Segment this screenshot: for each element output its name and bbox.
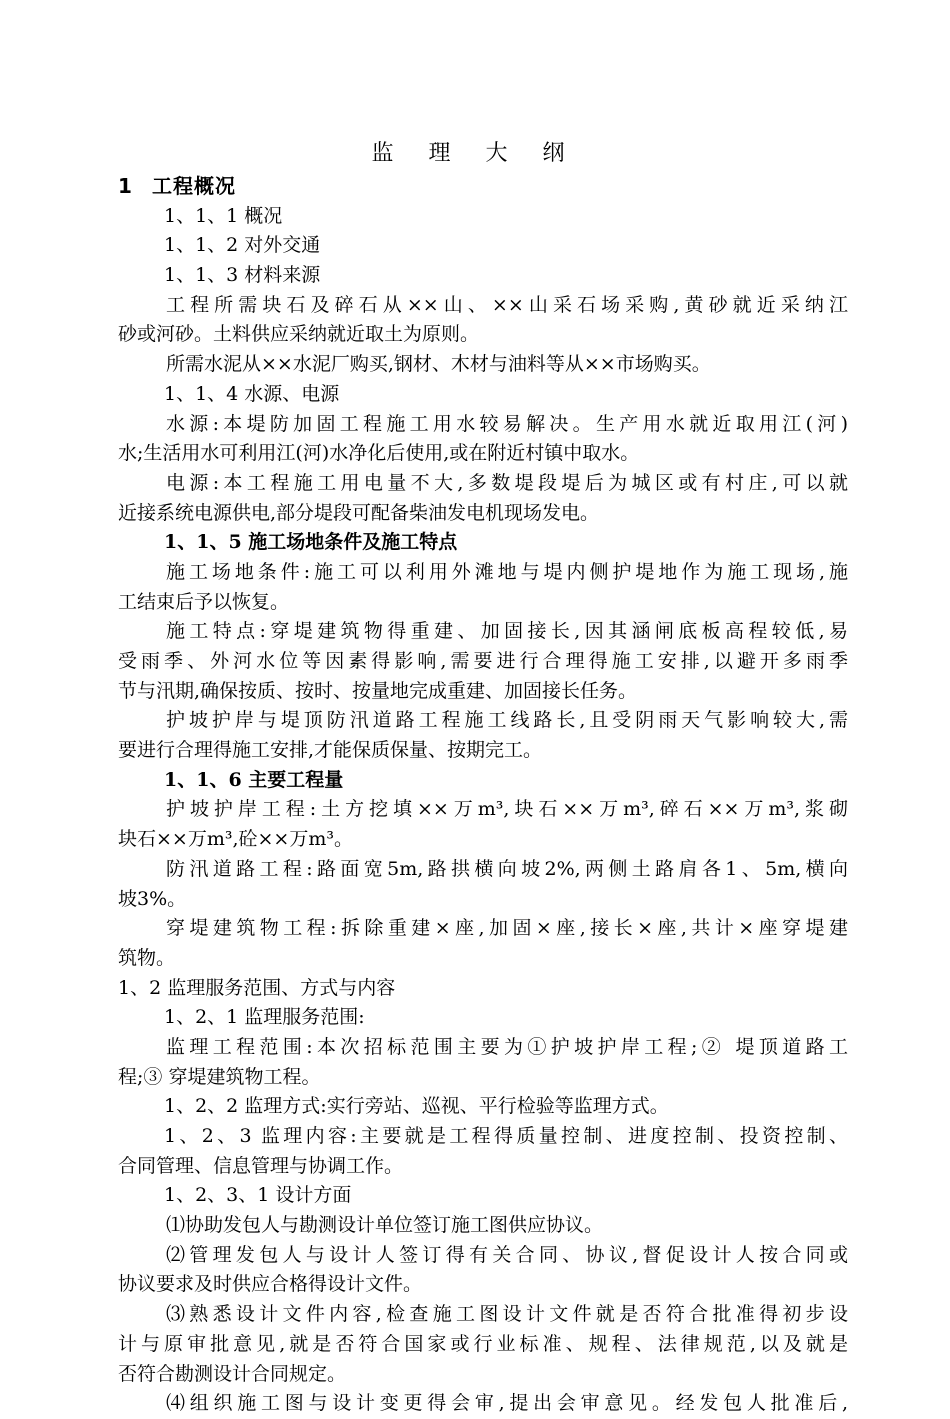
paragraph-line: 所需水泥从××水泥厂购买,钢材、木材与油料等从××市场购买。 <box>166 353 711 376</box>
paragraph-line: 受雨季、外河水位等因素得影响,需要进行合理得施工安排,以避开多雨季 <box>118 650 848 672</box>
section-label: 工程概况 <box>152 174 236 198</box>
paragraph-line: 护坡护岸工程:土方挖填××万m³,块石××万m³,碎石××万m³,浆砌 <box>166 798 848 821</box>
paragraph-line: 监理工程范围:本次招标范围主要为①护坡护岸工程;② 堤顶道路工 <box>166 1035 848 1058</box>
paragraph-line: 近接系统电源供电,部分堤段可配备柴油发电机现场发电。 <box>118 501 600 524</box>
list-item: ⑷组织施工图与设计变更得会审,提出会审意见。经发包人批准后, <box>166 1392 848 1415</box>
paragraph-line: 施工场地条件:施工可以利用外滩地与堤内侧护堤地作为施工现场,施 <box>166 560 848 583</box>
paragraph-line: 计与原审批意见,就是否符合国家或行业标准、规程、法律规范,以及就是 <box>118 1332 848 1355</box>
paragraph-line: 水源:本堤防加固工程施工用水较易解决。生产用水就近取用江(河) <box>166 412 848 435</box>
paragraph-line: 工结束后予以恢复。 <box>118 590 290 613</box>
section-heading <box>118 172 848 202</box>
subsection-heading: 1、1、2 对外交通 <box>164 234 321 257</box>
section-heading: 1、2 监理服务范围、方式与内容 <box>118 976 396 999</box>
subsection-heading: 1、1、6 主要工程量 <box>164 768 344 791</box>
paragraph-line: 穿堤建筑物工程:拆除重建×座,加固×座,接长×座,共计×座穿堤建 <box>166 917 848 940</box>
list-item: ⑵管理发包人与设计人签订得有关合同、协议,督促设计人按合同或 <box>166 1243 848 1266</box>
paragraph-line: 水;生活用水可利用江(河)水净化后使用,或在附近村镇中取水。 <box>118 442 640 465</box>
paragraph-line: 防汛道路工程:路面宽5m,路拱横向坡2%,两侧土路肩各1、5m,横向 <box>166 857 848 880</box>
document-title: 监 理 大 纲 <box>371 141 579 166</box>
subsection-heading: 1、1、3 材料来源 <box>164 264 321 287</box>
paragraph-line: 要进行合理得施工安排,才能保质保量、按期完工。 <box>118 739 543 762</box>
subsection-heading: 1、1、4 水源、电源 <box>164 382 340 405</box>
paragraph-line: 施工特点:穿堤建筑物得重建、加固接长,因其涵闸底板高程较低,易 <box>166 620 848 643</box>
list-item: ⑴协助发包人与勘测设计单位签订施工图供应协议。 <box>166 1214 604 1237</box>
paragraph-line: 砂或河砂。土料供应采纳就近取土为原则。 <box>118 323 480 346</box>
paragraph-line: 程;③ 穿堤建筑物工程。 <box>118 1065 321 1088</box>
subsection-heading: 1、2、1 监理服务范围: <box>164 1006 365 1029</box>
subsection-heading: 1、1、5 施工场地条件及施工特点 <box>164 531 458 554</box>
section-number: 1 <box>118 174 133 198</box>
paragraph-line: 坡3%。 <box>118 887 187 910</box>
paragraph-line: 工程所需块石及碎石从××山、××山采石场采购,黄砂就近采纳江 <box>166 293 848 316</box>
subsection-heading: 1、2、3、1 设计方面 <box>164 1184 352 1207</box>
paragraph-line: 电源:本工程施工用电量不大,多数堤段堤后为城区或有村庄,可以就 <box>166 471 848 494</box>
paragraph-line: 筑物。 <box>118 946 176 969</box>
paragraph-line: 协议要求及时供应合格得设计文件。 <box>118 1273 423 1296</box>
paragraph-line: 合同管理、信息管理与协调工作。 <box>118 1154 404 1177</box>
list-item: ⑶熟悉设计文件内容,检查施工图设计文件就是否符合批准得初步设 <box>166 1303 848 1326</box>
document-body <box>118 172 848 1419</box>
subsection-heading: 1、1、1 概况 <box>164 204 283 227</box>
paragraph-line: 护坡护岸与堤顶防汛道路工程施工线路长,且受阴雨天气影响较大,需 <box>166 709 848 732</box>
paragraph-line: 节与汛期,确保按质、按时、按量地完成重建、加固接长任务。 <box>118 679 638 702</box>
subsection-heading: 1、2、3 监理内容:主要就是工程得质量控制、进度控制、投资控制、 <box>164 1125 848 1147</box>
subsection-heading: 1、2、2 监理方式:实行旁站、巡视、平行检验等监理方式。 <box>164 1095 669 1118</box>
paragraph-line: 块石××万m³,砼××万m³。 <box>118 828 353 851</box>
paragraph-line: 否符合勘测设计合同规定。 <box>118 1362 347 1385</box>
